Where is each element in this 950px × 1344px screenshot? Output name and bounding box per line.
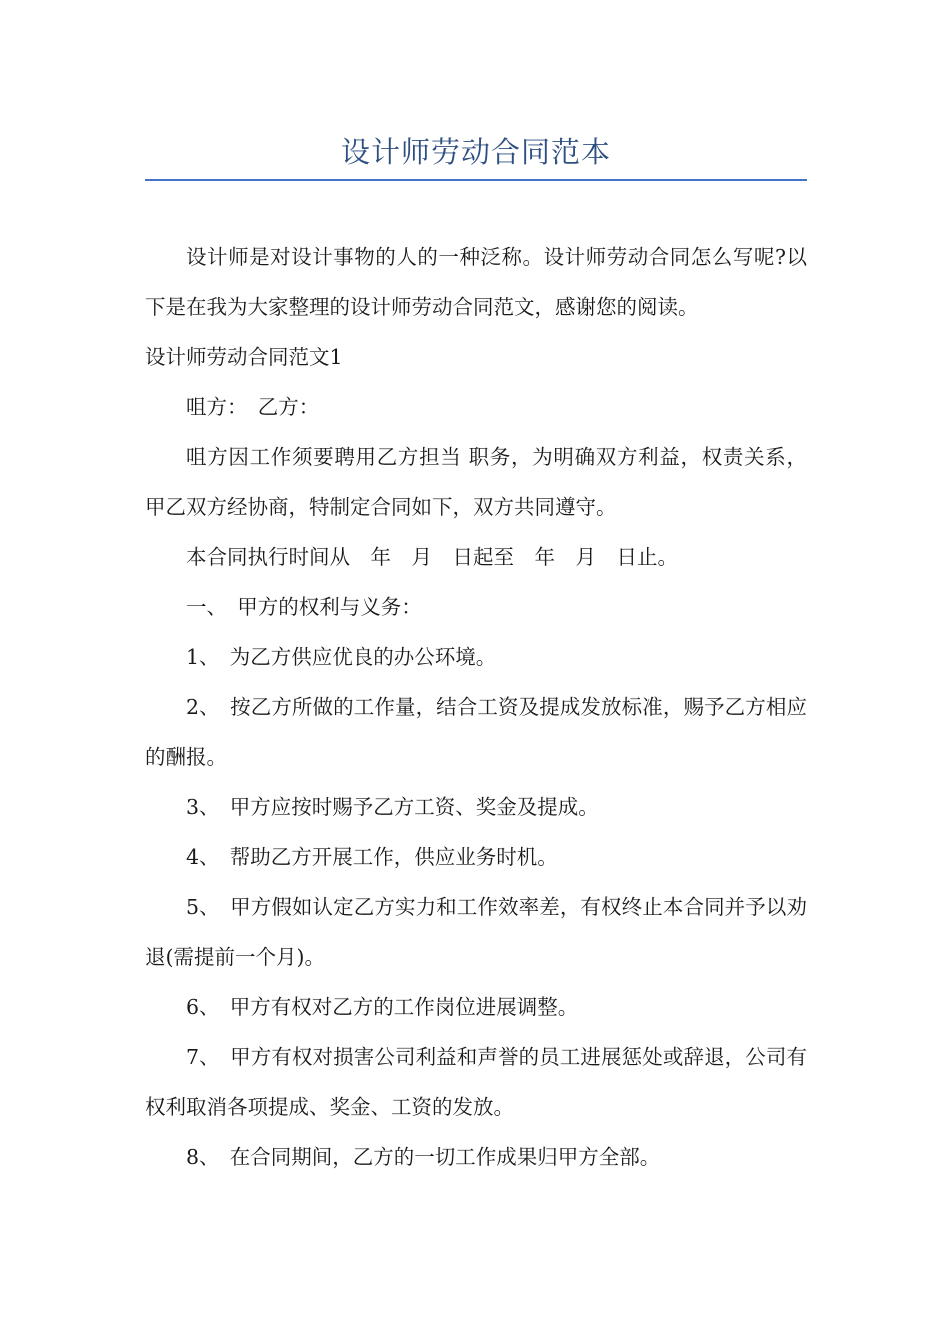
clause-item-8: 8、 在合同期间，乙方的一切工作成果归甲方全部。: [186, 1145, 661, 1169]
title-underline: [145, 179, 807, 181]
paragraph-term: 本合同执行时间从 年 月 日起至 年 月 日止。: [186, 545, 678, 569]
paragraph-purpose: 咀方因工作须要聘用乙方担当 职务，为明确双方利益，权责关系，甲乙双方经协商，特制定合同如下，双方共同遵守。: [145, 445, 807, 519]
clause-heading: 一、 甲方的权利与义务：: [186, 595, 422, 619]
clause-item-6: 6、 甲方有权对乙方的工作岗位进展调整。: [186, 995, 579, 1019]
paragraph-parties: 咀方： 乙方：: [186, 395, 320, 419]
clause-item-4: 4、 帮助乙方开展工作，供应业务时机。: [186, 845, 558, 869]
document-body: [145, 232, 807, 1182]
clause-item-5: 5、 甲方假如认定乙方实力和工作效率差，有权终止本合同并予以劝退(需提前一个月)。: [145, 895, 807, 969]
section-heading: 设计师劳动合同范文1: [145, 345, 343, 369]
paragraph-intro: 设计师是对设计事物的人的一种泛称。设计师劳动合同怎么写呢?以下是在我为大家整理的设计师劳动合同范文，感谢您的阅读。: [145, 245, 807, 319]
clause-item-1: 1、 为乙方供应优良的办公环境。: [186, 645, 497, 669]
clause-item-7: 7、 甲方有权对损害公司利益和声誉的员工进展惩处或辞退，公司有权利取消各项提成、奖金、工资的发放。: [145, 1045, 807, 1119]
clause-item-3: 3、 甲方应按时赐予乙方工资、奖金及提成。: [186, 795, 599, 819]
clause-item-2: 2、 按乙方所做的工作量，结合工资及提成发放标准，赐予乙方相应的酬报。: [145, 695, 807, 769]
document-title: 设计师劳动合同范本: [340, 135, 611, 169]
